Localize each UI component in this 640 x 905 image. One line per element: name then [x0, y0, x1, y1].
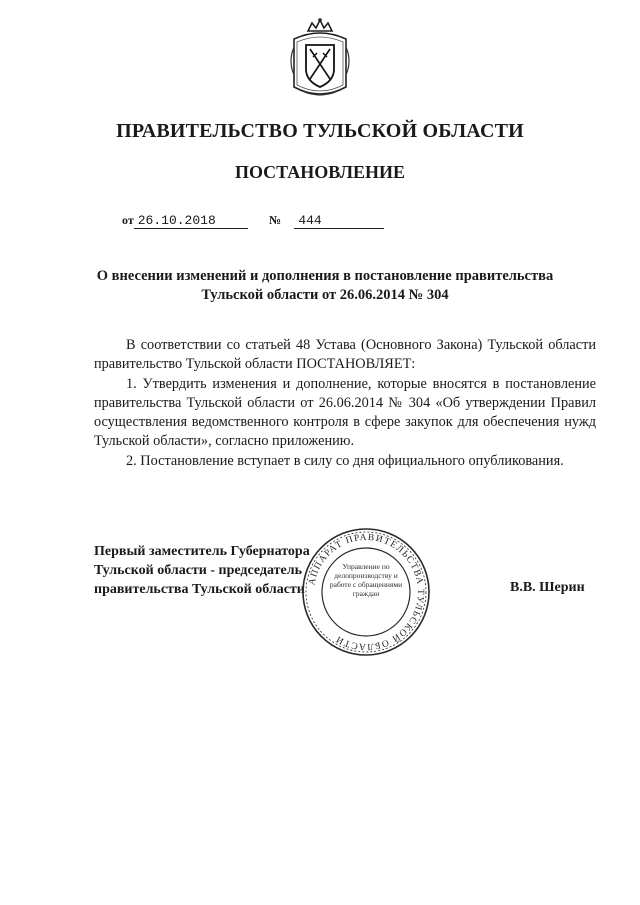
- official-stamp: [300, 526, 432, 658]
- signature-line-1: Первый заместитель Губернатора: [94, 544, 310, 559]
- subject-line-1: О внесении изменений и дополнения в постановление правительства: [96, 268, 554, 284]
- body-paragraph-2: 1. Утвердить изменения и дополнение, которые вносятся в постановление правительства Тульской области от 26.06.2014 № 304 «Об утверждении Правил осуществления ведомственного контроля в сфере закупок для обеспечения нужд Тульской области», согласно приложению.: [94, 375, 596, 450]
- stamp-center-text: Управление по делопроизводству и работе с обращениями граждан: [329, 562, 403, 598]
- signature-line-3: правительства Тульской области: [94, 582, 305, 597]
- stamp-ring-text: АППАРАТ ПРАВИТЕЛЬСТВА ТУЛЬСКОЙ ОБЛАСТИ: [307, 532, 426, 652]
- signatory-name: В.В. Шерин: [510, 580, 585, 595]
- date-label: от: [122, 213, 134, 227]
- organization-title: ПРАВИТЕЛЬСТВО ТУЛЬСКОЙ ОБЛАСТИ: [116, 120, 524, 142]
- document-body: [94, 336, 596, 471]
- coat-of-arms-icon: [284, 17, 356, 101]
- body-paragraph-3: 2. Постановление вступает в силу со дня официального опубликования.: [126, 452, 564, 469]
- document-subject: [90, 267, 560, 305]
- signature-line-2: Тульской области - председатель: [94, 563, 302, 578]
- document-date: 26.10.2018: [134, 213, 248, 229]
- date-number-line: [122, 212, 384, 229]
- document-number: 444: [294, 213, 384, 229]
- number-label: №: [269, 213, 282, 227]
- document-type: ПОСТАНОВЛЕНИЕ: [234, 162, 406, 182]
- body-paragraph-1: В соответствии со статьей 48 Устава (Основного Закона) Тульской области правительство Тульской области ПОСТАНОВЛЯЕТ:: [94, 337, 596, 373]
- signature-block: [94, 542, 310, 599]
- subject-line-2: Тульской области от 26.06.2014 № 304: [201, 287, 449, 303]
